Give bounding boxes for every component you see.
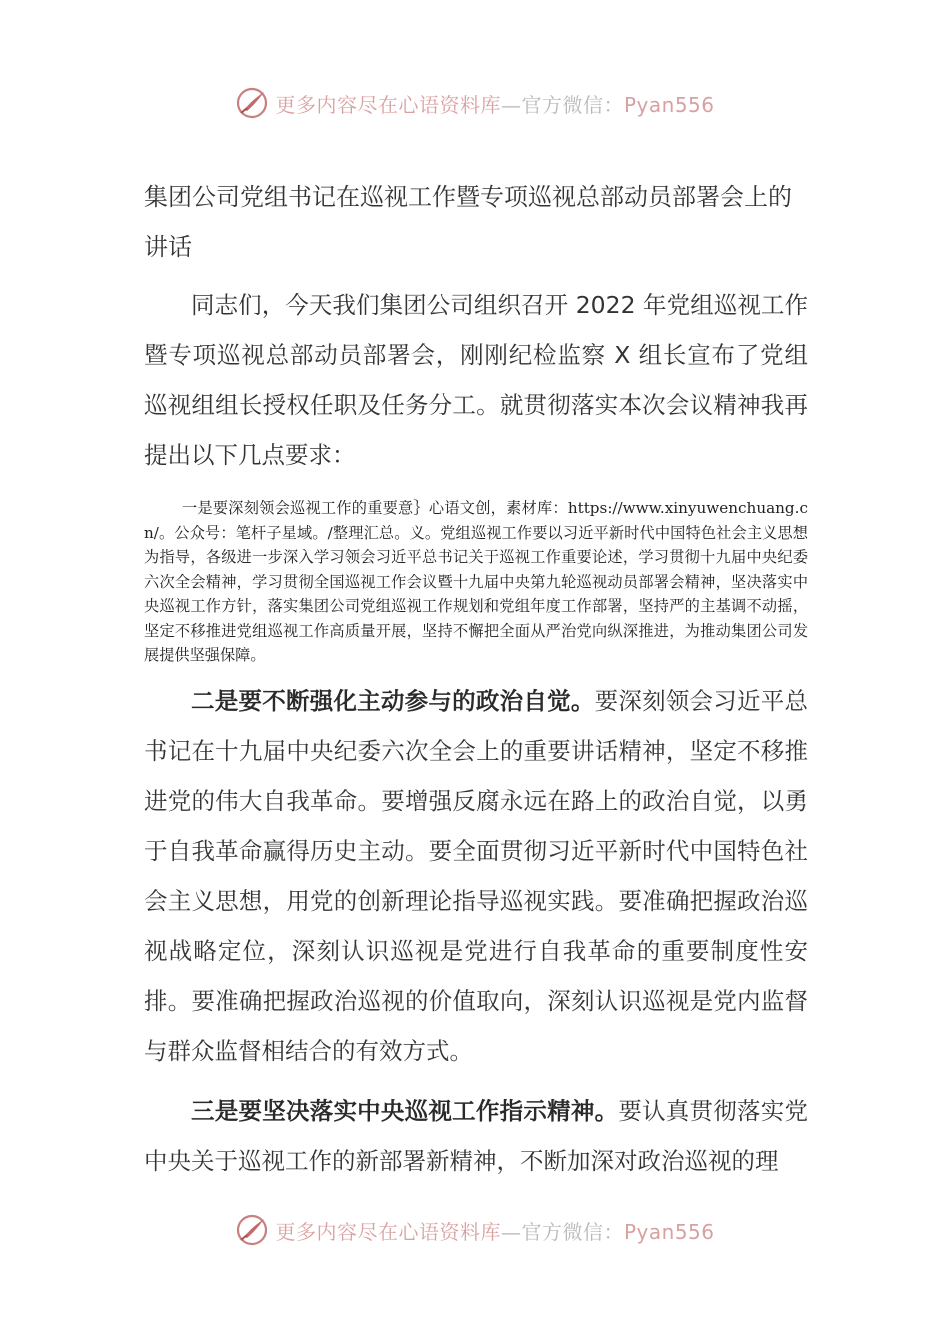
point-three-paragraph: [144, 1086, 808, 1186]
footer-brand-text: 更多内容尽在心语资料库: [275, 1219, 501, 1244]
footer-separator: —: [500, 1219, 522, 1244]
quill-logo-icon: [235, 1213, 269, 1247]
footer-watermark-text: [275, 1216, 714, 1245]
document-body: [144, 172, 808, 1186]
header-separator: —: [500, 92, 522, 117]
intro-paragraph: 同志们，今天我们集团公司组织召开 2022 年党组巡视工作暨专项巡视总部动员部署会，刚刚纪检监察 X 组长宣布了党组巡视组组长授权任职及任务分工。就贯彻落实本次会议精神我再提出以下几点要求：: [144, 291, 808, 469]
document-title: 集团公司党组书记在巡视工作暨专项巡视总部动员部署会上的讲话: [144, 183, 792, 261]
footer-watermark-banner: [0, 1210, 950, 1250]
quill-logo-icon: [235, 86, 269, 120]
header-brand-text: 更多内容尽在心语资料库: [275, 92, 501, 117]
point-two-heading: 二是要不断强化主动参与的政治自觉。: [191, 686, 595, 715]
header-wechat-id: Pyan556: [623, 92, 715, 117]
point-two-paragraph: [144, 676, 808, 1076]
header-watermark-banner: [0, 83, 950, 123]
header-wechat-label: 官方微信：: [521, 92, 624, 117]
point-two-body: 要深刻领会习近平总书记在十九届中央纪委六次全会上的重要讲话精神，坚定不移推进党的伟大自我革命。要增强反腐永远在路上的政治自觉，以勇于自我革命赢得历史主动。要全面贯彻习近平新时代中国特色社会主义思想，用党的创新理论指导巡视实践。要准确把握政治巡视战略定位，深刻认识巡视是党进行自我革命的重要制度性安排。要准确把握政治巡视的价值取向，深刻认识巡视是党内监督与群众监督相结合的有效方式。: [144, 686, 809, 1065]
footer-wechat-id: Pyan556: [623, 1219, 715, 1244]
footer-wechat-label: 官方微信：: [521, 1219, 624, 1244]
point-one-paragraph: 一是要深刻领会巡视工作的重要意｝心语文创，素材库：https://www.xinyuwenchuang.cn/。公众号：笔杆子星域。/整理汇总。义。党组巡视工作要以习近平新时代中国特色社会主义思想为指导，各级进一步深入学习领会习近平总书记关于巡视工作重要论述，学习贯彻十九届中央纪委六次全会精神，学习贯彻全国巡视工作会议暨十九届中央第九轮巡视动员部署会精神，坚决落实中央巡视工作方针，落实集团公司党组巡视工作规划和党组年度工作部署，坚持严的主基调不动摇，坚定不移推进党组巡视工作高质量开展，坚持不懈把全面从严治党向纵深推进，为推动集团公司发展提供坚强保障。: [144, 499, 808, 664]
point-three-heading: 三是要坚决落实中央巡视工作指示精神。: [191, 1096, 619, 1125]
header-watermark-text: [275, 89, 714, 118]
point-three-body: 要认真贯彻落实党中央关于巡视工作的新部署新精神，不断加深对政治巡视的理: [144, 1096, 809, 1175]
